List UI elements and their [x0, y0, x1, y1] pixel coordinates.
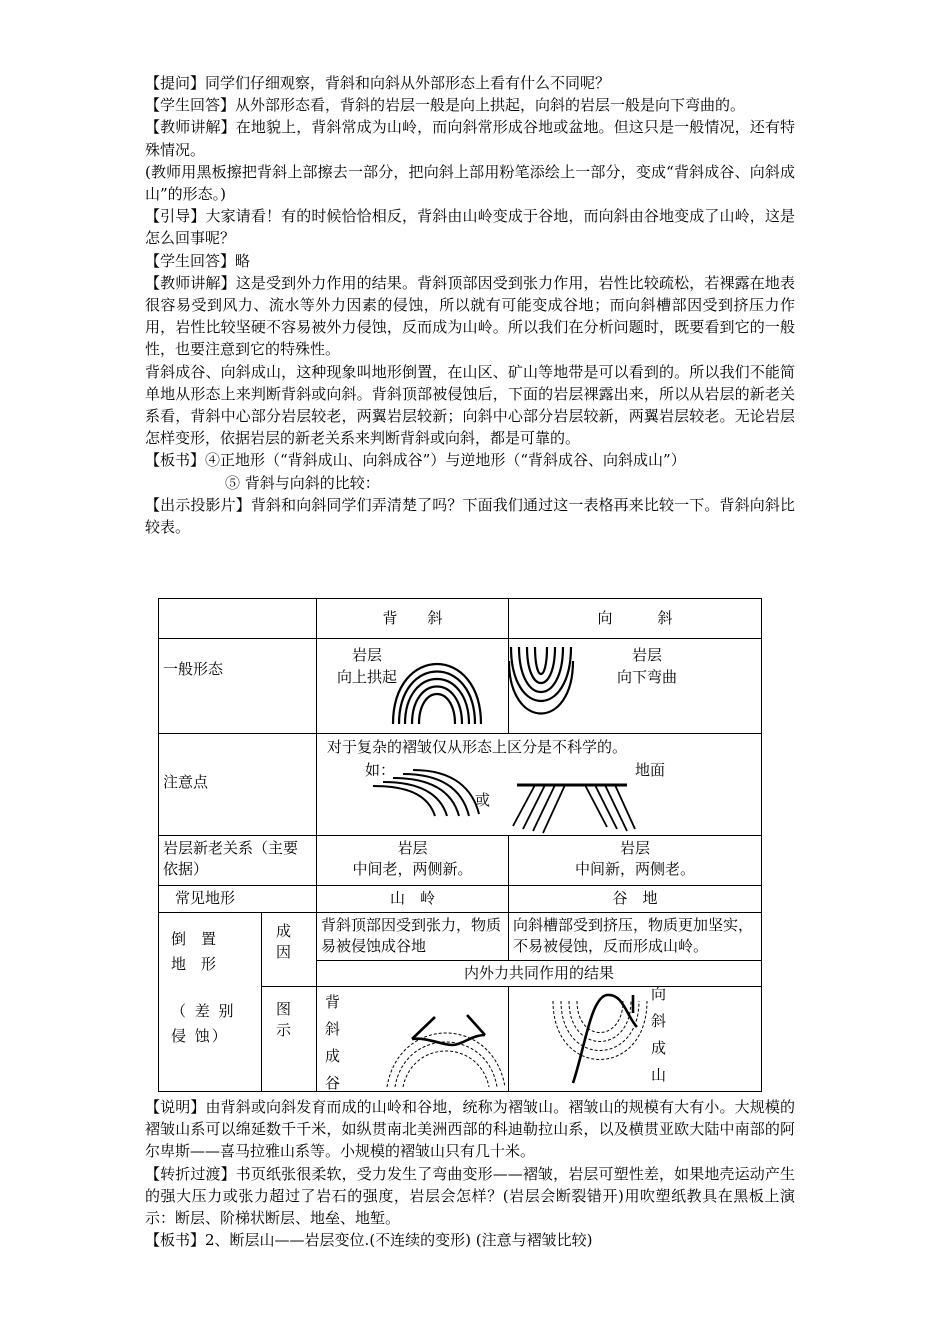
para-teacher-explain: 【教师讲解】在地貌上，背斜常成为山岭，而向斜常形成谷地或盆地。但这只是一般情况，还有特殊情况。	[145, 118, 795, 159]
cell-anticline-figure	[317, 987, 509, 1092]
anticline-valley-diagram	[317, 987, 507, 1091]
note-dimian: 地面	[635, 761, 666, 779]
para-guide: 【引导】大家请看！有的时候恰恰相反，背斜由山岭变成于谷地，而向斜由谷地变成了山岭，这是怎么回事呢？	[145, 207, 795, 248]
para-board-2: 【板书】2、断层山——岩层变位.(不连续的变形) (注意与褶皱比较)	[145, 1231, 593, 1250]
row-label-landform: 常见地形	[159, 886, 317, 913]
para-teacher-action: (教师用黑板擦把背斜上部擦去一部分，把向斜上部用粉笔添绘上一部分，变成“背斜成谷、向斜成山”的形态。)	[145, 162, 795, 204]
para-student-answer: 【学生回答】从外部形态看，背斜的岩层一般是向上拱起，向斜的岩层一般是向下弯曲的。	[145, 96, 746, 115]
inversion-label-b: 地 形	[171, 955, 217, 973]
cell-syncline-age	[509, 836, 762, 886]
row-label-form: 一般形态	[159, 639, 317, 734]
syn-age-a: 岩层	[619, 839, 650, 857]
cell-anticline-form	[317, 639, 509, 734]
anti-form-text-a: 岩层	[352, 646, 383, 664]
cell-anticline-landform: 山 岭	[317, 886, 509, 913]
syn-form-text-b: 向下弯曲	[617, 668, 678, 686]
syncline-mountain-diagram	[509, 987, 762, 1091]
complex-fold-diagram	[317, 734, 762, 834]
cell-syncline-landform: 谷 地	[509, 886, 762, 913]
anti-age-a: 岩层	[397, 839, 428, 857]
cell-common-cause: 内外力共同作用的结果	[317, 961, 762, 987]
anti-vertical-label: 背 斜 成 谷	[325, 993, 341, 1092]
cell-note	[317, 734, 762, 836]
row-label-note: 注意点	[159, 734, 317, 836]
note-ru: 如：	[365, 761, 396, 779]
para-board-1: 【板书】④正地形（“背斜成山、向斜成谷”）与逆地形（“背斜成谷、向斜成山”）	[145, 451, 686, 470]
comparison-table	[158, 598, 762, 1092]
para-student-answer-2: 【学生回答】略	[145, 251, 251, 270]
header-empty	[159, 599, 317, 639]
anti-form-text-b: 向上拱起	[337, 668, 398, 686]
cell-anticline-cause: 背斜顶部因受到张力，物质易被侵蚀成谷地	[317, 913, 509, 961]
row-label-inversion	[159, 913, 262, 1092]
anti-age-b: 中间老，两侧新。	[352, 860, 473, 878]
cell-anticline-age	[317, 836, 509, 886]
cell-syncline-figure	[509, 987, 762, 1092]
lesson-text-after	[145, 1096, 795, 1251]
para-transition: 【转折过渡】书页纸张很柔软，受力发生了弯曲变形——褶皱，岩层可塑性差，如果地壳运动产生的强大压力或张力超过了岩石的强度，岩层会怎样？(岩层会断裂错开)用吹塑纸教具在黑板上演示：断层、阶梯状断层、地垒、地堑。	[145, 1164, 795, 1228]
para-show-slide: 【出示投影片】背斜和向斜同学们弄清楚了吗？下面我们通过这一表格再来比较一下。背斜向斜比较表。	[145, 495, 795, 537]
inversion-label-a: 倒 置	[171, 930, 217, 948]
note-huo: 或	[475, 791, 491, 809]
anticline-diagram	[317, 639, 507, 732]
para-board-1b: ⑤ 背斜与向斜的比较：	[225, 473, 380, 492]
para-question: 【提问】同学们仔细观察，背斜和向斜从外部形态上看有什么不同呢？	[145, 74, 611, 92]
syn-vertical-label: 向 斜 成 山	[651, 985, 667, 1084]
row-label-age: 岩层新老关系（主要依据）	[159, 836, 317, 886]
syn-form-text-a: 岩层	[632, 646, 663, 664]
para-explanation: 【说明】由背斜或向斜发育而成的山岭和谷地，统称为褶皱山。褶皱山的规模有大有小。大规模的褶皱山系可以绵延数千千米，如纵贯南北美洲西部的科迪勒拉山系，以及横贯亚欧大陆中南部的阿尔卑斯——喜马拉雅山系等。小规模的褶皱山只有几十米。	[145, 1098, 795, 1161]
cell-syncline-form	[509, 639, 762, 734]
para-inversion: 背斜成谷、向斜成山，这种现象叫地形倒置，在山区、矿山等地带是可以看到的。所以我们不能简单地从形态上来判断背斜或向斜。背斜顶部被侵蚀后，下面的岩层裸露出来，所以从岩层的新老关系看，背斜中心部分岩层较老，两翼岩层较新；向斜中心部分岩层较新，两翼岩层较老。无论岩层怎样变形，依据岩层的新老关系来判断背斜或向斜，都是可靠的。	[145, 362, 795, 448]
header-syncline: 向 斜	[509, 599, 762, 639]
inversion-label-c: （ 差 别 侵 蚀）	[171, 1002, 236, 1045]
note-text: 对于复杂的褶皱仅从形态上区分是不科学的。	[327, 738, 628, 756]
syn-age-b: 中间新，两侧老。	[574, 860, 695, 878]
lesson-text	[145, 72, 795, 538]
header-anticline: 背 斜	[317, 599, 509, 639]
para-teacher-explain-2: 【教师讲解】这是受到外力作用的结果。背斜顶部因受到张力作用，岩性比较疏松，若裸露在地表很容易受到风力、流水等外力因素的侵蚀，所以就有可能变成谷地；而向斜槽部因受到挤压力作用，岩性比较坚硬不容易被外力侵蚀，反而成为山岭。所以我们在分析问题时，既要看到它的一般性，也要注意到它的特殊性。	[145, 273, 795, 359]
sub-label-figure: 图示	[262, 987, 317, 1092]
sub-label-cause: 成因	[262, 913, 317, 987]
cell-syncline-cause: 向斜槽部受到挤压，物质更加坚实，不易被侵蚀，反而形成山岭。	[509, 913, 762, 961]
